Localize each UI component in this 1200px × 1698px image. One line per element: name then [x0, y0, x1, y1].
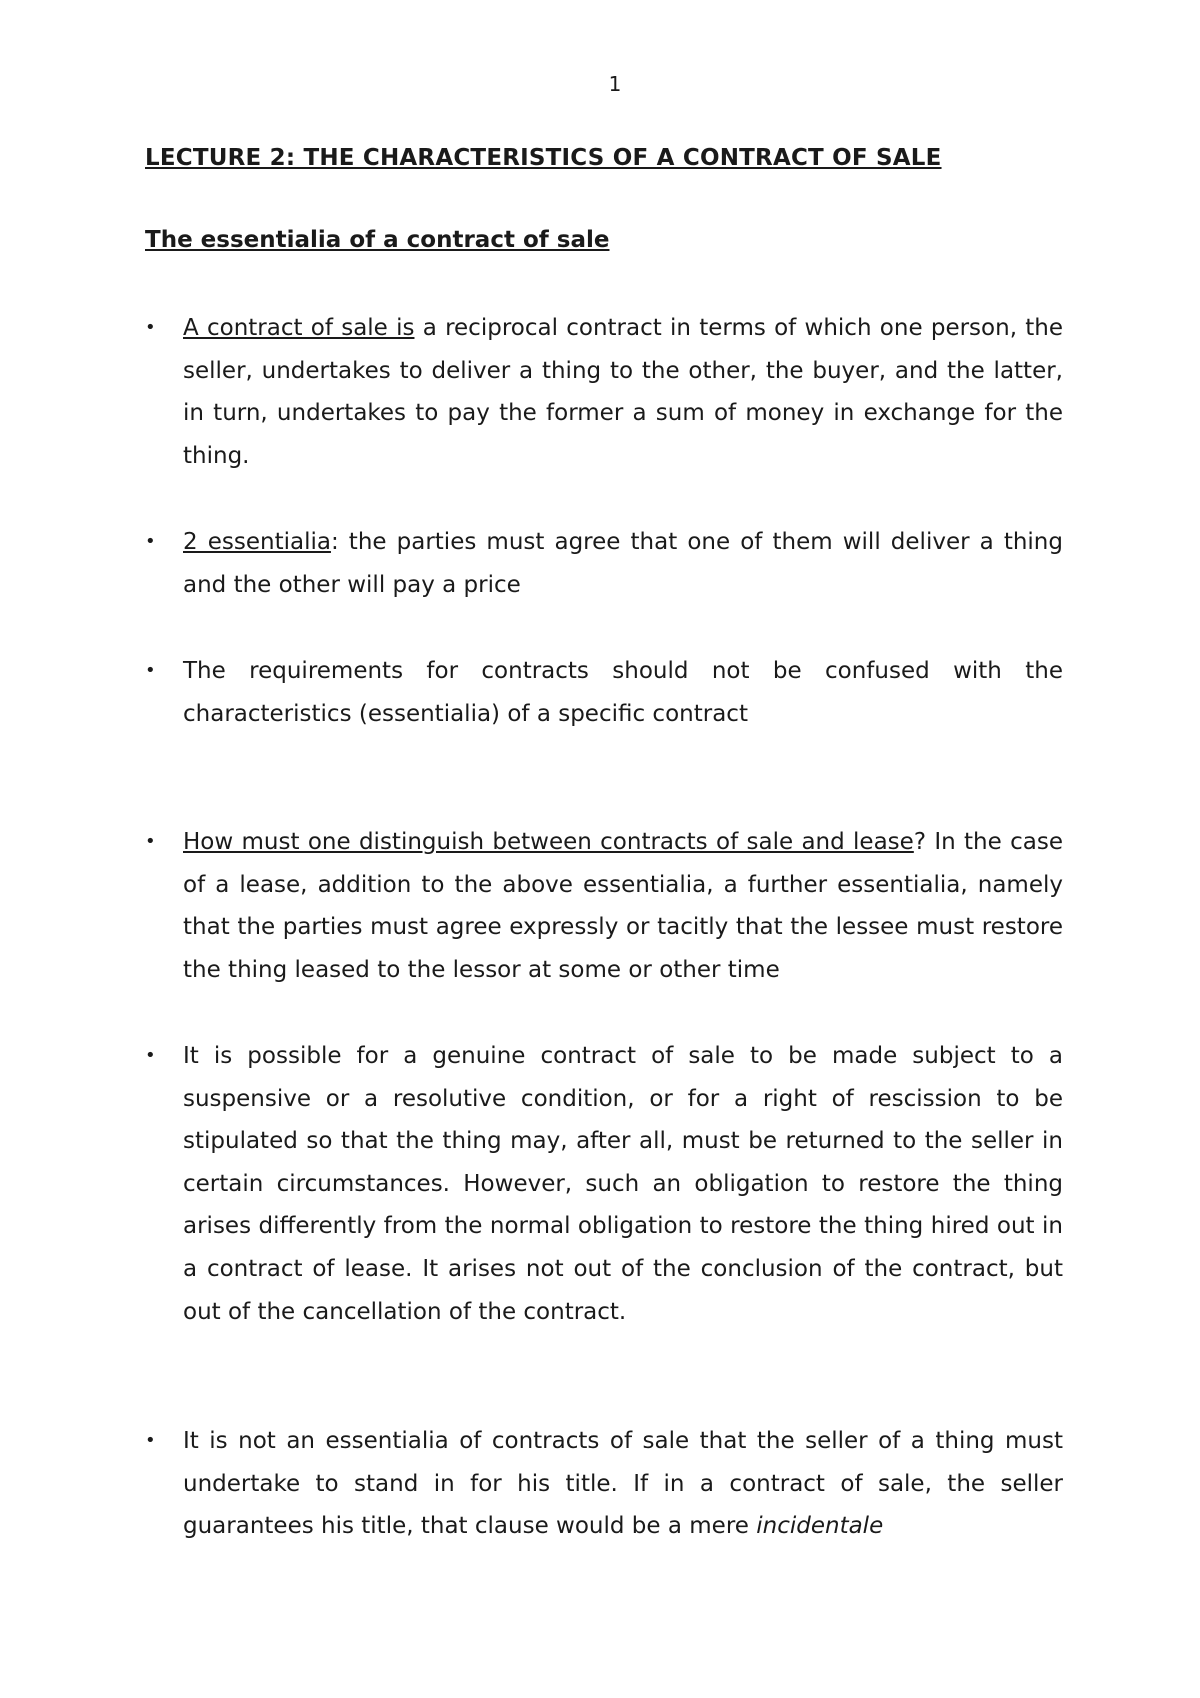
bullet-body: It is not an essentialia of contracts of sale that the seller of a thing must undertake to stand in for his title. If in a contract of sale, the seller guarantees his title, that clause would be a mere [183, 1428, 1063, 1540]
bullet-item-requirements [145, 650, 1063, 735]
bullet-text [183, 821, 1063, 991]
document-title: LECTURE 2: THE CHARACTERISTICS OF A CONTRACT OF SALE [145, 145, 942, 171]
bullet-marker: • [145, 831, 156, 852]
bullet-item-sale-vs-lease [145, 821, 1063, 991]
bullet-text [183, 521, 1063, 606]
underlined-lead: A contract of sale is [183, 315, 415, 341]
bullet-item-title-guarantee [145, 1420, 1063, 1548]
bullet-marker: • [145, 531, 156, 552]
bullet-body: The requirements for contracts should not be confused with the characteristics (essentialia) of a specific contract [183, 658, 1063, 727]
bullet-marker: • [145, 1045, 156, 1066]
italic-term: incidentale [756, 1513, 884, 1540]
bullet-item-definition [145, 307, 1063, 477]
bullet-body: It is possible for a genuine contract of sale to be made subject to a suspensive or a resolutive condition, or for a right of rescission to be stipulated so that the thing may, after all, must be returned to the seller in certain circumstances. However, such an obligation to restore the thing arises differently from the normal obligation to restore the thing hired out in a contract of lease. It arises not out of the conclusion of the contract, but out of the cancellation of the contract. [183, 1043, 1063, 1325]
bullet-text [183, 307, 1063, 477]
bullet-item-conditions [145, 1035, 1063, 1333]
page-number: 1 [608, 72, 622, 96]
underlined-lead: 2 essentialia [183, 529, 331, 555]
bullet-item-two-essentialia [145, 521, 1063, 606]
bullet-text [183, 1420, 1063, 1548]
section-heading: The essentialia of a contract of sale [145, 227, 610, 253]
bullet-body: : the parties must agree that one of them will deliver a thing and the other will pay a price [183, 529, 1063, 598]
underlined-lead: How must one distinguish between contracts of sale and lease [183, 829, 914, 855]
bullet-text [183, 1035, 1063, 1333]
bullet-marker: • [145, 317, 156, 338]
bullet-marker: • [145, 660, 156, 681]
bullet-text [183, 650, 1063, 735]
bullet-marker: • [145, 1430, 156, 1451]
bullet-body: a reciprocal contract in terms of which one person, the seller, undertakes to deliver a thing to the other, the buyer, and the latter, in turn, undertakes to pay the former a sum of money in exchange for the thing. [183, 315, 1064, 469]
bullet-body: ? In the case of a lease, addition to the above essentialia, a further essentialia, namely that the parties must agree expressly or tacitly that the lessee must restore the thing leased to the lessor at some or other time [183, 829, 1063, 983]
